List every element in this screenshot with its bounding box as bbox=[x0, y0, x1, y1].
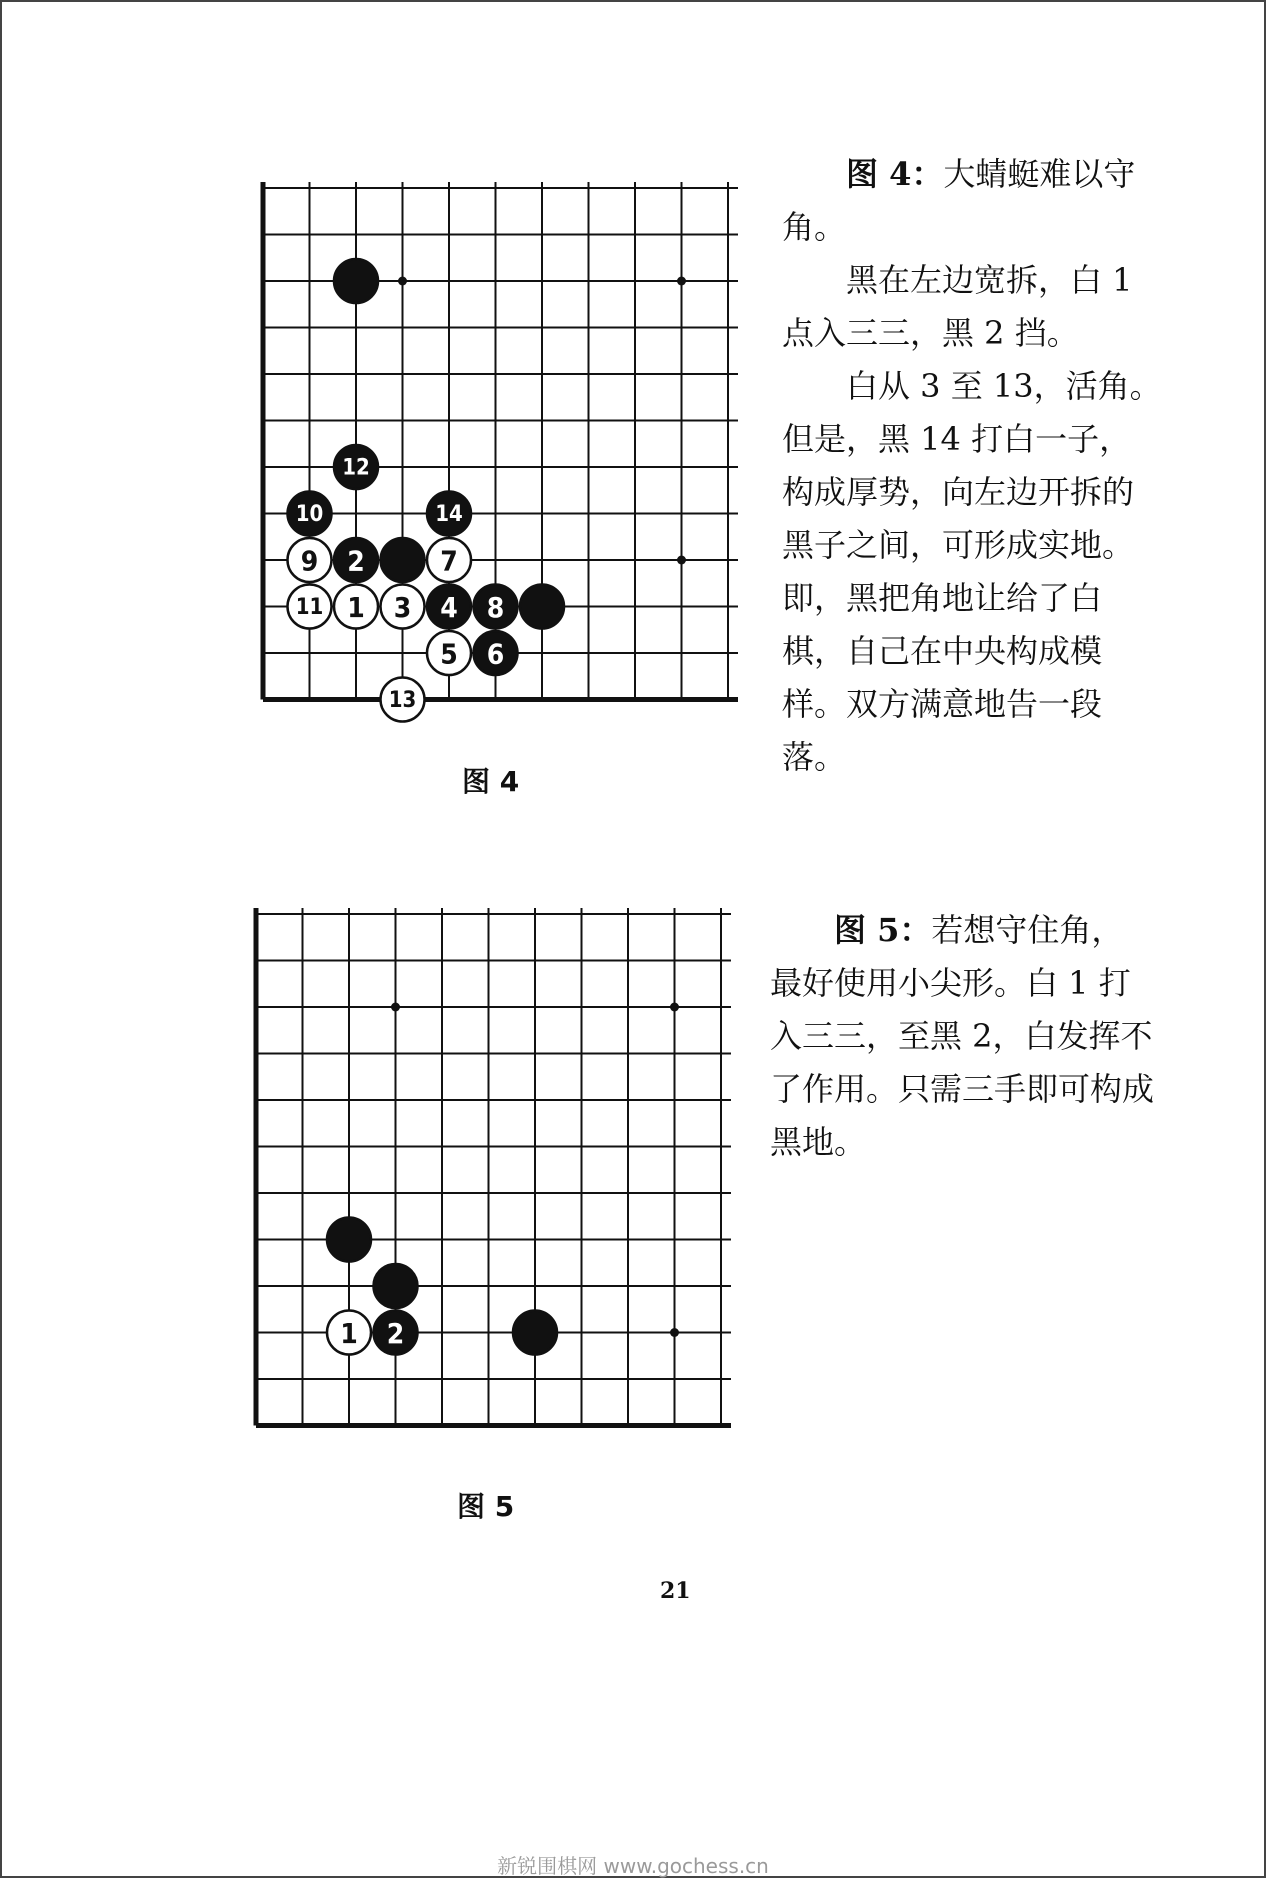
figure-5-title: 图 5： bbox=[834, 911, 932, 949]
star-point bbox=[391, 1003, 400, 1012]
stone-move-number: 13 bbox=[388, 688, 417, 713]
black-stone-10 bbox=[288, 492, 332, 536]
white-stone-7 bbox=[427, 538, 471, 582]
white-stone-9 bbox=[288, 538, 332, 582]
go-board-figure-4 bbox=[255, 180, 775, 750]
star-point bbox=[670, 1003, 679, 1012]
white-stone-3 bbox=[381, 585, 425, 629]
stone-move-number: 9 bbox=[300, 544, 319, 578]
stone-move-number: 2 bbox=[386, 1317, 405, 1350]
stone-move-number: 6 bbox=[486, 637, 505, 671]
figure-4-paragraph-2: 黑在左边宽拆，白 1 点入三三，黑 2 挡。 bbox=[782, 261, 1133, 352]
white-stone-1 bbox=[327, 1311, 371, 1355]
black-stone-8 bbox=[474, 585, 518, 629]
figure-5-paragraph-1 bbox=[770, 904, 1154, 1169]
stone-move-number: 5 bbox=[440, 637, 458, 671]
black-stone bbox=[374, 1264, 418, 1308]
stone-move-number: 3 bbox=[393, 591, 412, 624]
star-point bbox=[670, 1328, 679, 1337]
go-board-figure-5 bbox=[248, 906, 768, 1476]
stone-move-number: 2 bbox=[347, 544, 365, 578]
figure-4-caption: 图 4 bbox=[462, 765, 520, 798]
black-stone bbox=[334, 259, 378, 303]
stone-move-number: 4 bbox=[440, 591, 458, 624]
figure-4-paragraph-3: 白从 3 至 13，活角。但是，黑 14 打白一子，构成厚势，向左边开拆的黑子之间，可形成实地。即，黑把角地让给了白棋，自己在中央构成模样。双方满意地告一段落。 bbox=[782, 367, 1162, 776]
white-stone-1 bbox=[334, 585, 378, 629]
stone-move-number: 8 bbox=[486, 591, 505, 624]
white-stone-13 bbox=[381, 678, 425, 722]
stone-move-number: 7 bbox=[440, 544, 458, 578]
figure-5-caption: 图 5 bbox=[457, 1490, 515, 1523]
stone-move-number: 14 bbox=[435, 502, 463, 527]
watermark: 新锐围棋网 www.gochess.cn bbox=[497, 1854, 769, 1878]
black-stone bbox=[513, 1311, 557, 1355]
stone-move-number: 10 bbox=[295, 502, 324, 527]
black-stone bbox=[520, 585, 564, 629]
star-point bbox=[398, 277, 407, 286]
black-stone-12 bbox=[334, 445, 378, 489]
black-stone-2 bbox=[374, 1311, 418, 1355]
stone-move-number: 11 bbox=[295, 595, 324, 620]
figure-4-paragraph-1-text: 大蜻蜓难以守角。 bbox=[782, 155, 1136, 246]
stone-move-number: 1 bbox=[340, 1317, 358, 1350]
white-stone-11 bbox=[288, 585, 332, 629]
star-point bbox=[677, 556, 686, 565]
black-stone-6 bbox=[474, 631, 518, 675]
figure-5-text bbox=[770, 904, 1154, 1169]
star-point bbox=[677, 277, 686, 286]
black-stone-4 bbox=[427, 585, 471, 629]
black-stone-14 bbox=[427, 492, 471, 536]
figure-4-paragraph-1 bbox=[782, 148, 1162, 254]
figure-5-paragraph-1-text: 若想守住角，最好使用小尖形。白 1 打入三三，至黑 2，白发挥不了作用。只需三手即可构成黑地。 bbox=[770, 911, 1155, 1161]
white-stone-5 bbox=[427, 631, 471, 675]
stone-move-number: 1 bbox=[347, 591, 365, 624]
black-stone-2 bbox=[334, 538, 378, 582]
black-stone bbox=[381, 538, 425, 582]
figure-4-title: 图 4： bbox=[846, 155, 944, 193]
figure-4-text bbox=[782, 148, 1162, 784]
stone-move-number: 12 bbox=[342, 455, 370, 481]
black-stone bbox=[327, 1218, 371, 1262]
page-number: 21 bbox=[660, 1578, 691, 1604]
